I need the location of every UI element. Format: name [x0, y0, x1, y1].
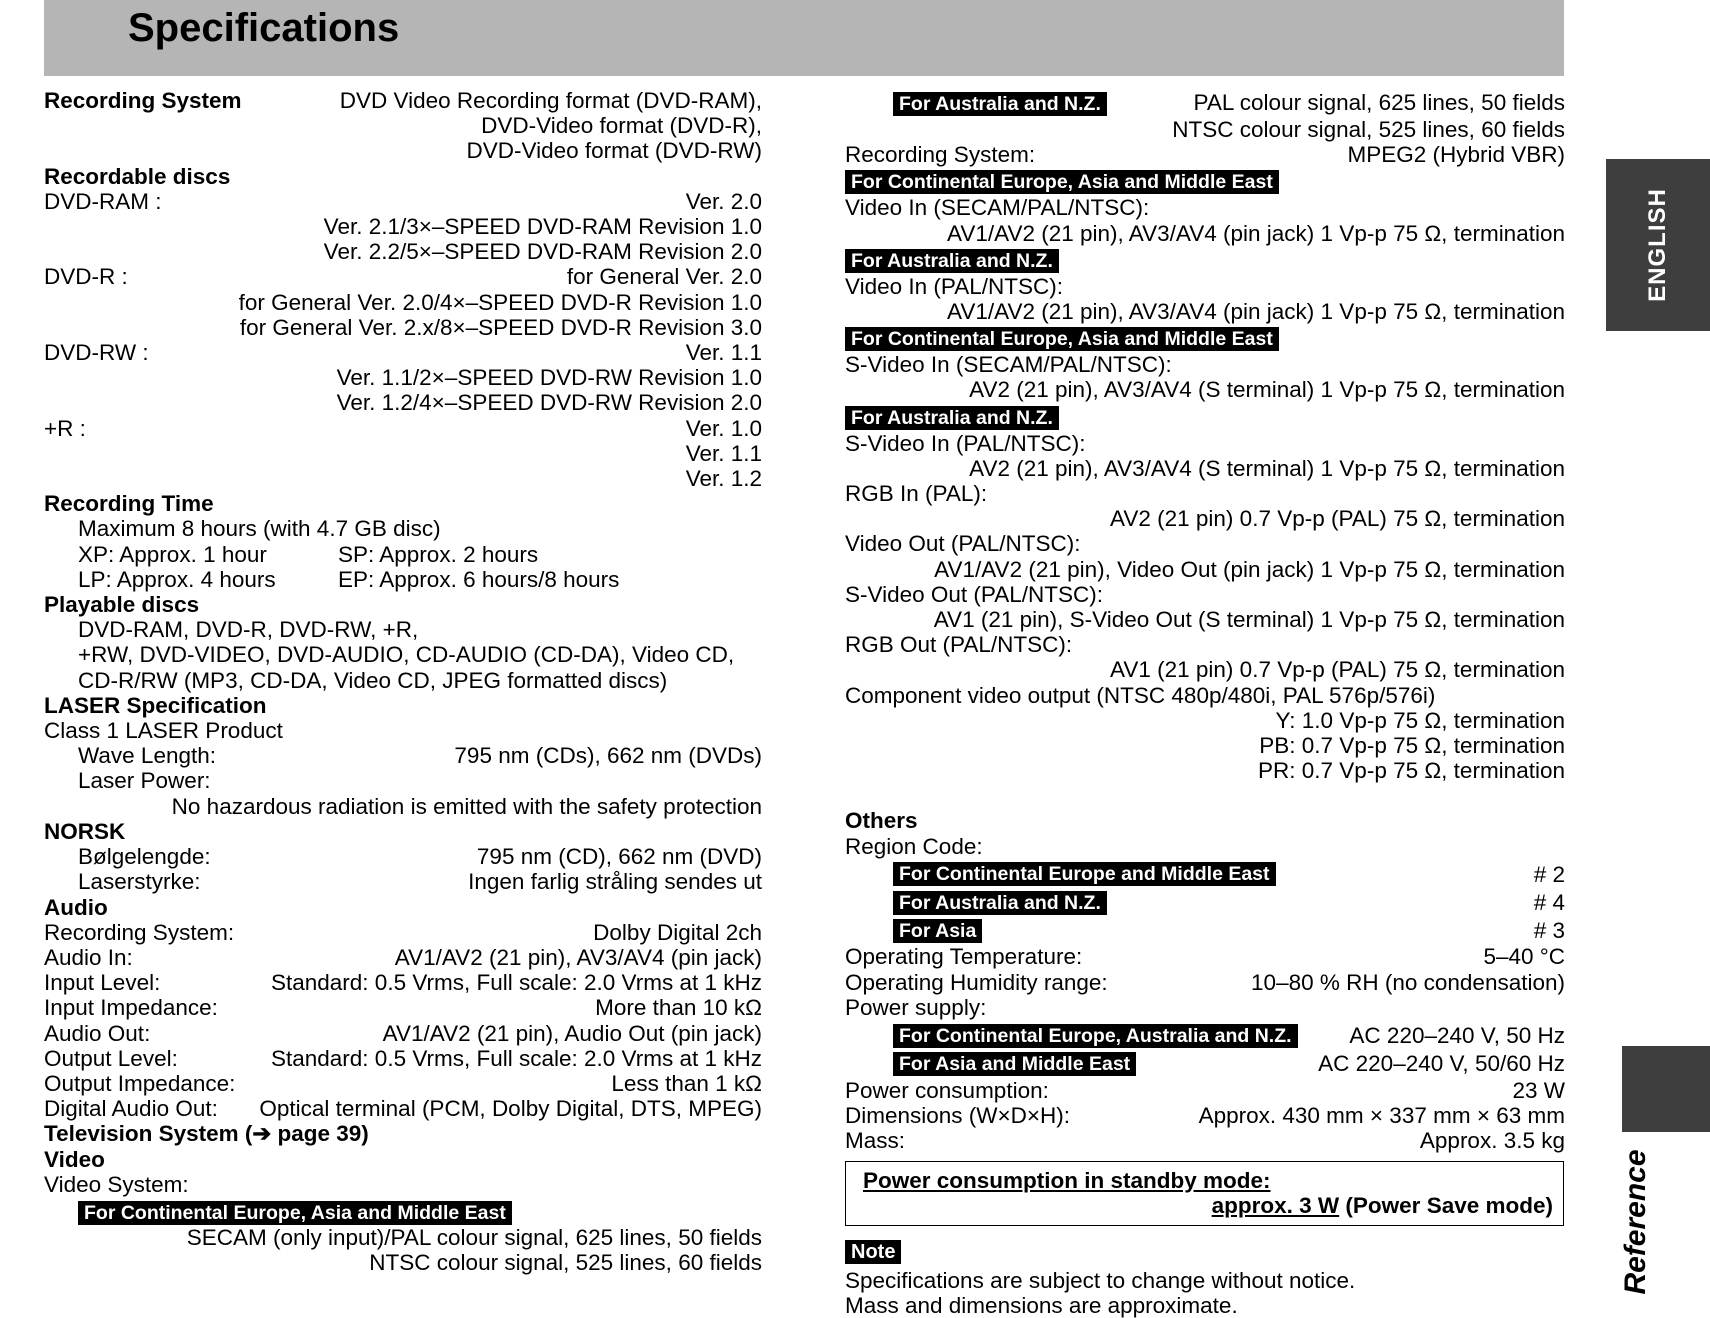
dvd-ram-value: Ver. 2.2/5×–SPEED DVD-RAM Revision 2.0	[323, 239, 762, 265]
audio-row-label: Audio Out:	[44, 1020, 151, 1046]
region-tag: For Continental Europe, Australia and N.Z.	[893, 1024, 1298, 1048]
video-label: Video	[44, 1146, 105, 1172]
op-temp-value: 5–40 °C	[1483, 944, 1565, 970]
reference-label: Reference	[1619, 1149, 1652, 1295]
svideo-out-value: AV1 (21 pin), S-Video Out (S terminal) 1 Vp-p 75 Ω, termination	[933, 607, 1565, 633]
audio-row-value: Dolby Digital 2ch	[593, 919, 762, 945]
svideo-in-secam-label: S-Video In (SECAM/PAL/NTSC):	[845, 352, 1172, 378]
region-tag: For Continental Europe, Asia and Middle East	[845, 170, 1279, 194]
audio-row-label: Output Level:	[44, 1045, 178, 1071]
recording-mode-row	[44, 567, 762, 592]
region-code-value: # 2	[1533, 861, 1565, 887]
audio-row-value: Less than 1 kΩ	[611, 1070, 762, 1096]
side-tab-label: ENGLISH	[1644, 188, 1671, 302]
recording-time-label: Recording Time	[44, 491, 214, 517]
dvd-r-value: for General Ver. 2.0	[566, 264, 762, 290]
playable-discs-line: DVD-RAM, DVD-R, DVD-RW, +R,	[78, 617, 419, 643]
recording-time-max: Maximum 8 hours (with 4.7 GB disc)	[78, 516, 441, 542]
region-code-value: # 3	[1533, 918, 1565, 944]
dvd-r-value: for General Ver. 2.0/4×–SPEED DVD-R Revision 1.0	[238, 289, 762, 315]
svideo-in-secam-value: AV2 (21 pin), AV3/AV4 (S terminal) 1 Vp-p 75 Ω, termination	[969, 377, 1565, 403]
recording-system-value: DVD-Video format (DVD-R),	[481, 113, 762, 139]
laser-power-label: Laser Power:	[78, 768, 211, 794]
recording-system-value: MPEG2 (Hybrid VBR)	[1347, 142, 1565, 168]
region-code-row	[845, 890, 1565, 915]
region-tag: For Australia and N.Z.	[893, 891, 1107, 915]
plus-r-label: +R :	[44, 415, 86, 441]
playable-discs-line: +RW, DVD-VIDEO, DVD-AUDIO, CD-AUDIO (CD-DA), Video CD,	[78, 642, 735, 668]
norsk-label: NORSK	[44, 818, 126, 844]
dimensions-label: Dimensions (W×D×H):	[845, 1102, 1071, 1128]
video-system-value: SECAM (only input)/PAL colour signal, 625 lines, 50 fields	[186, 1224, 762, 1250]
video-system-value: NTSC colour signal, 525 lines, 60 fields	[1172, 117, 1565, 142]
audio-row-label: Output Impedance:	[44, 1070, 236, 1096]
standby-line	[863, 1193, 1553, 1218]
power-supply-value: AC 220–240 V, 50/60 Hz	[1318, 1051, 1565, 1077]
recordable-discs-label: Recordable discs	[44, 163, 231, 189]
op-hum-label: Operating Humidity range:	[845, 969, 1108, 995]
region-tag: For Asia and Middle East	[893, 1052, 1136, 1076]
region-tag: For Continental Europe, Asia and Middle East	[845, 327, 1279, 351]
right-column	[845, 88, 1565, 1318]
audio-row-label: Input Impedance:	[44, 995, 218, 1021]
component-value: PB: 0.7 Vp-p 75 Ω, termination	[1259, 733, 1565, 759]
region-tag: For Australia and N.Z.	[893, 92, 1107, 116]
others-label: Others	[845, 808, 918, 834]
note-tag: Note	[845, 1240, 901, 1264]
audio-row-value: AV1/AV2 (21 pin), AV3/AV4 (pin jack)	[394, 944, 762, 970]
wave-length-value: 795 nm (CDs), 662 nm (DVDs)	[454, 743, 762, 769]
op-hum-value: 10–80 % RH (no condensation)	[1251, 969, 1565, 995]
dvd-r-value: for General Ver. 2.x/8×–SPEED DVD-R Revision 3.0	[239, 314, 762, 340]
dvd-ram-value: Ver. 2.0	[685, 188, 762, 214]
recording-system-label: Recording System	[44, 88, 242, 113]
mode-lp: LP: Approx. 4 hours	[78, 566, 276, 592]
power-supply-value: AC 220–240 V, 50 Hz	[1349, 1023, 1565, 1049]
dvd-ram-label: DVD-RAM :	[44, 188, 162, 214]
audio-row-label: Digital Audio Out:	[44, 1096, 218, 1122]
page-title: Specifications	[128, 6, 400, 50]
video-system-value: PAL colour signal, 625 lines, 50 fields	[1193, 90, 1565, 116]
video-in-secam-value: AV1/AV2 (21 pin), AV3/AV4 (pin jack) 1 Vp-p 75 Ω, termination	[947, 220, 1565, 246]
video-system-label: Video System:	[44, 1171, 189, 1197]
standby-mode: (Power Save mode)	[1345, 1193, 1553, 1219]
audio-row-value: More than 10 kΩ	[595, 995, 762, 1021]
video-system-value: NTSC colour signal, 525 lines, 60 fields	[369, 1250, 762, 1276]
mass-value: Approx. 3.5 kg	[1419, 1127, 1565, 1153]
recording-system-label: Recording System:	[845, 142, 1036, 168]
op-temp-label: Operating Temperature:	[845, 944, 1083, 970]
header-bar	[44, 0, 1564, 76]
region-code-row	[845, 862, 1565, 887]
wave-length-label: Wave Length:	[78, 743, 216, 769]
laser-class: Class 1 LASER Product	[44, 718, 283, 744]
power-supply-label: Power supply:	[845, 994, 987, 1020]
rgb-out-value: AV1 (21 pin) 0.7 Vp-p (PAL) 75 Ω, termination	[1110, 657, 1565, 683]
svideo-in-pal-value: AV2 (21 pin), AV3/AV4 (S terminal) 1 Vp-p 75 Ω, termination	[969, 455, 1565, 481]
dimensions-value: Approx. 430 mm × 337 mm × 63 mm	[1198, 1102, 1565, 1128]
standby-box	[845, 1161, 1564, 1225]
laserstyrke-label: Laserstyrke:	[78, 869, 201, 895]
mode-ep: EP: Approx. 6 hours/8 hours	[338, 566, 620, 592]
video-out-value: AV1/AV2 (21 pin), Video Out (pin jack) 1 Vp-p 75 Ω, termination	[934, 556, 1565, 582]
power-supply-row	[845, 1051, 1565, 1076]
video-out-label: Video Out (PAL/NTSC):	[845, 531, 1081, 557]
region-tag: For Asia	[893, 919, 982, 943]
note-line: Mass and dimensions are approximate.	[845, 1292, 1238, 1318]
svideo-out-label: S-Video Out (PAL/NTSC):	[845, 581, 1104, 607]
plus-r-value: Ver. 1.1	[685, 440, 762, 466]
region-tag: For Australia and N.Z.	[845, 406, 1059, 430]
power-supply-row	[845, 1023, 1565, 1048]
left-column	[44, 88, 762, 1275]
video-in-pal-label: Video In (PAL/NTSC):	[845, 273, 1064, 299]
mass-label: Mass:	[845, 1127, 906, 1153]
power-cons-value: 23 W	[1512, 1077, 1565, 1103]
standby-value: approx. 3 W	[1211, 1193, 1340, 1219]
rgb-out-label: RGB Out (PAL/NTSC):	[845, 632, 1073, 658]
dvd-rw-value: Ver. 1.1	[685, 340, 762, 366]
dvd-rw-label: DVD-RW :	[44, 340, 149, 366]
component-value: Y: 1.0 Vp-p 75 Ω, termination	[1275, 707, 1565, 733]
rgb-in-label: RGB In (PAL):	[845, 481, 988, 507]
region-code-value: # 4	[1533, 890, 1565, 916]
television-system-link[interactable]: Television System (➔ page 39)	[44, 1121, 369, 1147]
note-line: Specifications are subject to change without notice.	[845, 1267, 1356, 1293]
region-tag: For Australia and N.Z.	[845, 249, 1059, 273]
playable-discs-line: CD-R/RW (MP3, CD-DA, Video CD, JPEG formatted discs)	[78, 667, 668, 693]
bolgelengde-value: 795 nm (CD), 662 nm (DVD)	[476, 844, 762, 870]
standby-title: Power consumption in standby mode:	[863, 1168, 1271, 1194]
region-code-row	[845, 918, 1565, 943]
video-in-secam-label: Video In (SECAM/PAL/NTSC):	[845, 195, 1150, 221]
audio-row-label: Audio In:	[44, 944, 133, 970]
region-code-label: Region Code:	[845, 833, 983, 859]
region-tag: For Continental Europe and Middle East	[893, 862, 1276, 886]
plus-r-value: Ver. 1.0	[685, 415, 762, 441]
component-label: Component video output (NTSC 480p/480i, PAL 576p/576i)	[845, 682, 1436, 708]
plus-r-value: Ver. 1.2	[685, 466, 762, 492]
svideo-in-pal-label: S-Video In (PAL/NTSC):	[845, 430, 1086, 456]
playable-discs-label: Playable discs	[44, 592, 200, 618]
dvd-rw-value: Ver. 1.1/2×–SPEED DVD-RW Revision 1.0	[336, 365, 762, 391]
audio-row-value: AV1/AV2 (21 pin), Audio Out (pin jack)	[382, 1020, 762, 1046]
region-tag: For Continental Europe, Asia and Middle East	[78, 1201, 512, 1225]
power-cons-label: Power consumption:	[845, 1077, 1049, 1103]
rgb-in-value: AV2 (21 pin) 0.7 Vp-p (PAL) 75 Ω, termination	[1110, 506, 1565, 532]
bolgelengde-label: Bølgelengde:	[78, 844, 211, 870]
audio-label: Audio	[44, 894, 108, 920]
audio-row-label: Input Level:	[44, 970, 161, 996]
audio-row-value: Standard: 0.5 Vrms, Full scale: 2.0 Vrms at 1 kHz	[270, 1045, 762, 1071]
audio-row-value: Optical terminal (PCM, Dolby Digital, DTS, MPEG)	[259, 1096, 762, 1122]
component-value: PR: 0.7 Vp-p 75 Ω, termination	[1258, 758, 1565, 784]
recording-mode-row	[44, 542, 762, 567]
dvd-ram-value: Ver. 2.1/3×–SPEED DVD-RAM Revision 1.0	[323, 214, 762, 240]
laser-label: LASER Specification	[44, 692, 267, 718]
dvd-r-label: DVD-R :	[44, 264, 128, 290]
mode-xp: XP: Approx. 1 hour	[78, 541, 267, 567]
recording-system-value: DVD-Video format (DVD-RW)	[466, 138, 762, 164]
audio-row-value: Standard: 0.5 Vrms, Full scale: 2.0 Vrms at 1 kHz	[270, 970, 762, 996]
side-tab-reference	[1622, 1046, 1710, 1132]
recording-system-value: DVD Video Recording format (DVD-RAM),	[339, 88, 762, 113]
laserstyrke-value: Ingen farlig stråling sendes ut	[468, 869, 762, 895]
mode-sp: SP: Approx. 2 hours	[338, 541, 539, 567]
laser-power-value: No hazardous radiation is emitted with the safety protection	[171, 793, 762, 819]
dvd-rw-value: Ver. 1.2/4×–SPEED DVD-RW Revision 2.0	[336, 390, 762, 416]
audio-row-label: Recording System:	[44, 919, 235, 945]
video-in-pal-value: AV1/AV2 (21 pin), AV3/AV4 (pin jack) 1 Vp-p 75 Ω, termination	[947, 299, 1565, 325]
side-tab-english	[1606, 159, 1710, 331]
